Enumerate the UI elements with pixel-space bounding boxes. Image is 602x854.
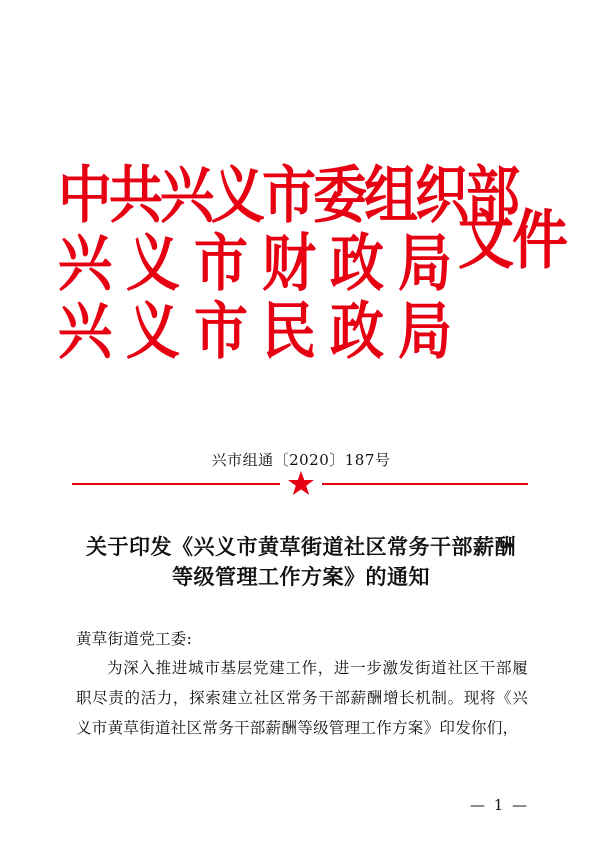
- body-paragraph: 为深入推进城市基层党建工作，进一步激发街道社区干部履职尽责的活力，探索建立社区常务干部薪酬增长机制。现将《兴义市黄草街道社区常务干部薪酬等级管理工作方案》印发你们，: [76, 659, 528, 737]
- separator-line-left: [72, 483, 280, 485]
- issuer-organization-department: 中共兴义市委组织部: [58, 158, 517, 232]
- document-type-label: 文件: [458, 202, 566, 279]
- red-star-icon: [287, 470, 315, 496]
- document-title: [40, 532, 562, 592]
- issuer-civil-affairs-bureau: 兴义市民政局: [58, 294, 466, 368]
- title-line-2: 等级管理工作方案》的通知: [172, 564, 430, 589]
- document-header: [58, 158, 566, 368]
- document-number: 兴市组通〔2020〕187号: [211, 451, 391, 469]
- separator-line-right: [322, 483, 528, 485]
- page-number: — 1 —: [470, 796, 530, 814]
- salutation: 黄草街道党工委:: [76, 630, 193, 648]
- issuer-finance-bureau: 兴义市财政局: [58, 226, 466, 300]
- title-line-1: 关于印发《兴义市黄草街道社区常务干部薪酬: [86, 534, 516, 559]
